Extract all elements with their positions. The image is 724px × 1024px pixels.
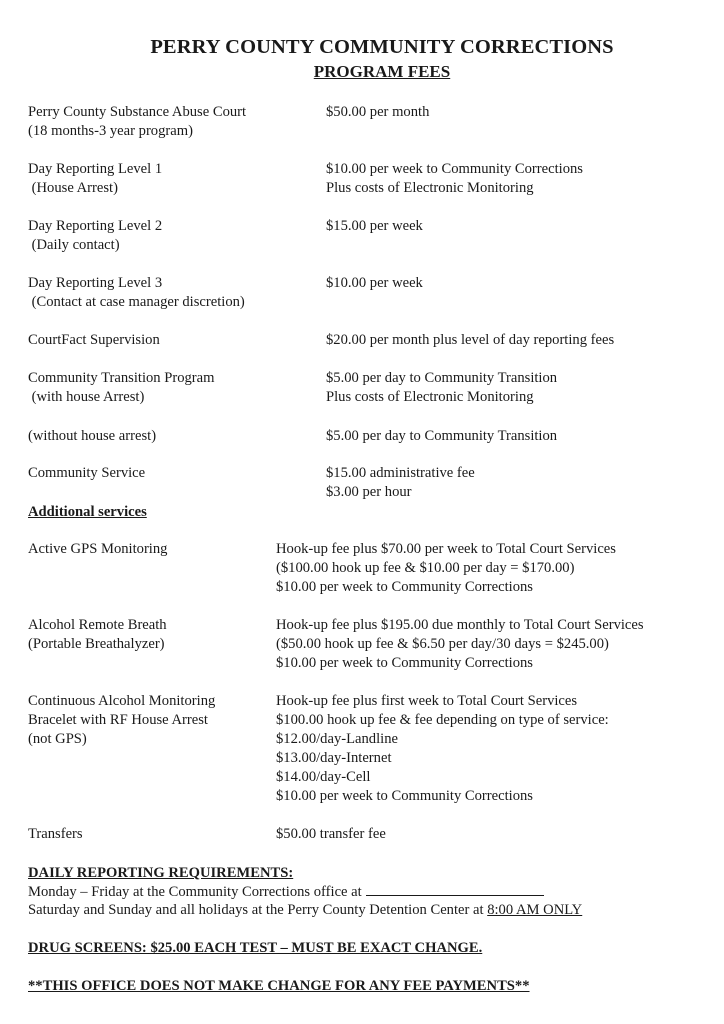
service-name: Continuous Alcohol Monitoring bbox=[28, 693, 216, 709]
weekend-reporting-text: Saturday and Sunday and all holidays at the Perry County Detention Center at bbox=[28, 902, 488, 918]
service-fee: Hook-up fee plus $195.00 due monthly to Total Court Services bbox=[276, 617, 644, 633]
service-name: Active GPS Monitoring bbox=[28, 541, 168, 557]
service-fee: Hook-up fee plus $70.00 per week to Total Court Services bbox=[276, 541, 616, 557]
no-change-notice: **THIS OFFICE DOES NOT MAKE CHANGE FOR ANY FEE PAYMENTS** bbox=[28, 978, 530, 994]
program-name: Day Reporting Level 2 bbox=[28, 218, 163, 234]
program-fee-detail: Plus costs of Electronic Monitoring bbox=[326, 180, 534, 196]
program-fee: $5.00 per day to Community Transition bbox=[326, 428, 558, 444]
program-name-detail: (House Arrest) bbox=[28, 180, 118, 196]
program-fee: $15.00 per week bbox=[326, 218, 423, 234]
program-name-detail: (with house Arrest) bbox=[28, 389, 145, 405]
program-name: Day Reporting Level 1 bbox=[28, 161, 163, 177]
additional-services-heading: Additional services bbox=[28, 504, 147, 520]
service-fee: $50.00 transfer fee bbox=[276, 826, 386, 842]
program-name: Community Service bbox=[28, 465, 146, 481]
program-fee-detail: $3.00 per hour bbox=[326, 484, 412, 500]
program-name: Day Reporting Level 3 bbox=[28, 275, 163, 291]
weekend-reporting-line bbox=[28, 901, 582, 920]
document-subtitle: PROGRAM FEES bbox=[313, 62, 451, 81]
service-name-detail: Bracelet with RF House Arrest bbox=[28, 712, 208, 728]
daily-reporting-heading: DAILY REPORTING REQUIREMENTS: bbox=[28, 865, 294, 881]
program-name: CourtFact Supervision bbox=[28, 332, 160, 348]
weekday-reporting-line bbox=[28, 882, 544, 902]
service-fee-detail: $10.00 per week to Community Corrections bbox=[276, 788, 533, 804]
program-fee: $10.00 per week to Community Corrections bbox=[326, 161, 583, 177]
service-fee-detail: ($100.00 hook up fee & $10.00 per day = $170.00) bbox=[276, 560, 575, 576]
office-address-blank bbox=[366, 882, 544, 896]
program-fee: $10.00 per week bbox=[326, 275, 423, 291]
program-fee: $50.00 per month bbox=[326, 104, 430, 120]
program-fee: $20.00 per month plus level of day reporting fees bbox=[326, 332, 615, 348]
program-fee: $5.00 per day to Community Transition bbox=[326, 370, 558, 386]
service-name-detail: (Portable Breathalyzer) bbox=[28, 636, 165, 652]
weekday-reporting-text: Monday – Friday at the Community Corrections office at bbox=[28, 884, 362, 900]
program-fee-detail: Plus costs of Electronic Monitoring bbox=[326, 389, 534, 405]
service-fee-detail: $13.00/day-Internet bbox=[276, 750, 392, 766]
drug-screens-notice: DRUG SCREENS: $25.00 EACH TEST – MUST BE EXACT CHANGE. bbox=[28, 940, 483, 956]
service-name: Transfers bbox=[28, 826, 83, 842]
service-fee-detail: $14.00/day-Cell bbox=[276, 769, 371, 785]
service-fee: Hook-up fee plus first week to Total Court Services bbox=[276, 693, 578, 709]
program-name: Community Transition Program bbox=[28, 370, 215, 386]
service-fee-detail: $10.00 per week to Community Corrections bbox=[276, 655, 533, 671]
service-fee-detail: $100.00 hook up fee & fee depending on type of service: bbox=[276, 712, 609, 728]
service-fee-detail: $12.00/day-Landline bbox=[276, 731, 398, 747]
program-name: Perry County Substance Abuse Court bbox=[28, 104, 247, 120]
weekend-reporting-time: 8:00 AM ONLY bbox=[487, 902, 583, 918]
service-fee-detail: ($50.00 hook up fee & $6.50 per day/30 days = $245.00) bbox=[276, 636, 609, 652]
program-fee: $15.00 administrative fee bbox=[326, 465, 475, 481]
program-name-detail: (18 months-3 year program) bbox=[28, 123, 193, 139]
document-title: PERRY COUNTY COMMUNITY CORRECTIONS bbox=[150, 36, 614, 58]
service-name: Alcohol Remote Breath bbox=[28, 617, 167, 633]
program-name: (without house arrest) bbox=[28, 428, 157, 444]
service-name-detail: (not GPS) bbox=[28, 731, 87, 747]
program-name-detail: (Contact at case manager discretion) bbox=[28, 294, 245, 310]
service-fee-detail: $10.00 per week to Community Corrections bbox=[276, 579, 533, 595]
program-name-detail: (Daily contact) bbox=[28, 237, 120, 253]
